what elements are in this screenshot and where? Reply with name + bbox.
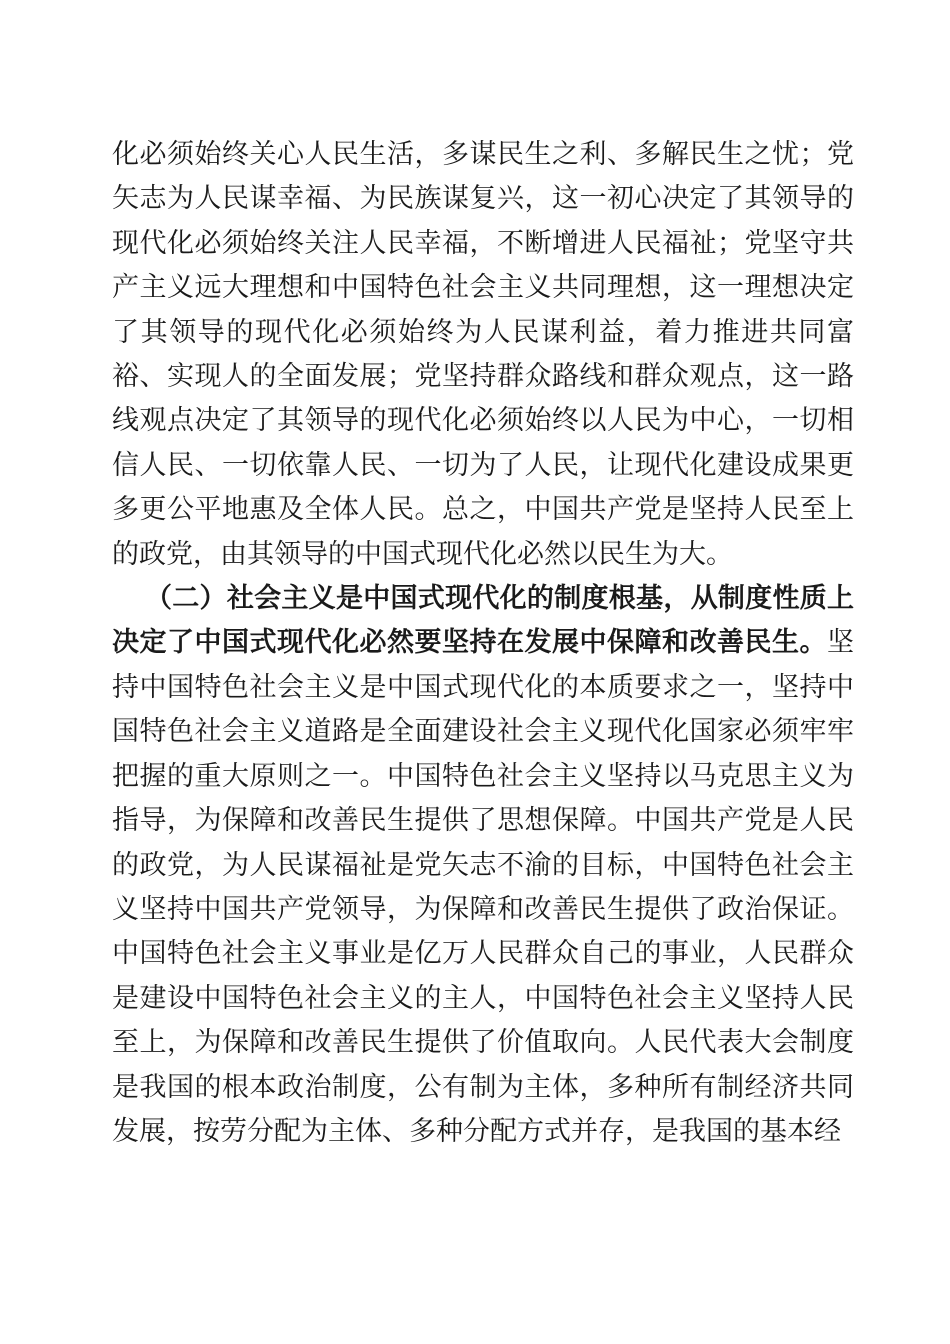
- paragraph-section-two: [112, 577, 854, 1154]
- document-text-block: [112, 133, 854, 1154]
- section-two-heading: （二）社会主义是中国式现代化的制度根基，从制度性质上决定了中国式现代化必然要坚持在发展中保障和改善民生。: [112, 583, 854, 659]
- section-two-body-text: 坚持中国特色社会主义是中国式现代化的本质要求之一，坚持中国特色社会主义道路是全面建设社会主义现代化国家必须牢牢把握的重大原则之一。中国特色社会主义坚持以马克思主义为指导，为保障和改善民生提供了思想保障。中国共产党是人民的政党，为人民谋福祉是党矢志不渝的目标，中国特色社会主义坚持中国共产党领导，为保障和改善民生提供了政治保证。中国特色社会主义事业是亿万人民群众自己的事业，人民群众是建设中国特色社会主义的主人，中国特色社会主义坚持人民至上，为保障和改善民生提供了价值取向。人民代表大会制度是我国的根本政治制度，公有制为主体，多种所有制经济共同发展，按劳分配为主体、多种分配方式并存，是我国的基本经: [112, 627, 854, 1147]
- paragraph-continuation: 化必须始终关心人民生活，多谋民生之利、多解民生之忧；党矢志为人民谋幸福、为民族谋复兴，这一初心决定了其领导的现代化必须始终关注人民幸福，不断增进人民福祉；党坚守共产主义远大理想和中国特色社会主义共同理想，这一理想决定了其领导的现代化必须始终为人民谋利益，着力推进共同富裕、实现人的全面发展；党坚持群众路线和群众观点，这一路线观点决定了其领导的现代化必须始终以人民为中心，一切相信人民、一切依靠人民、一切为了人民，让现代化建设成果更多更公平地惠及全体人民。总之，中国共产党是坚持人民至上的政党，由其领导的中国式现代化必然以民生为大。: [112, 139, 854, 570]
